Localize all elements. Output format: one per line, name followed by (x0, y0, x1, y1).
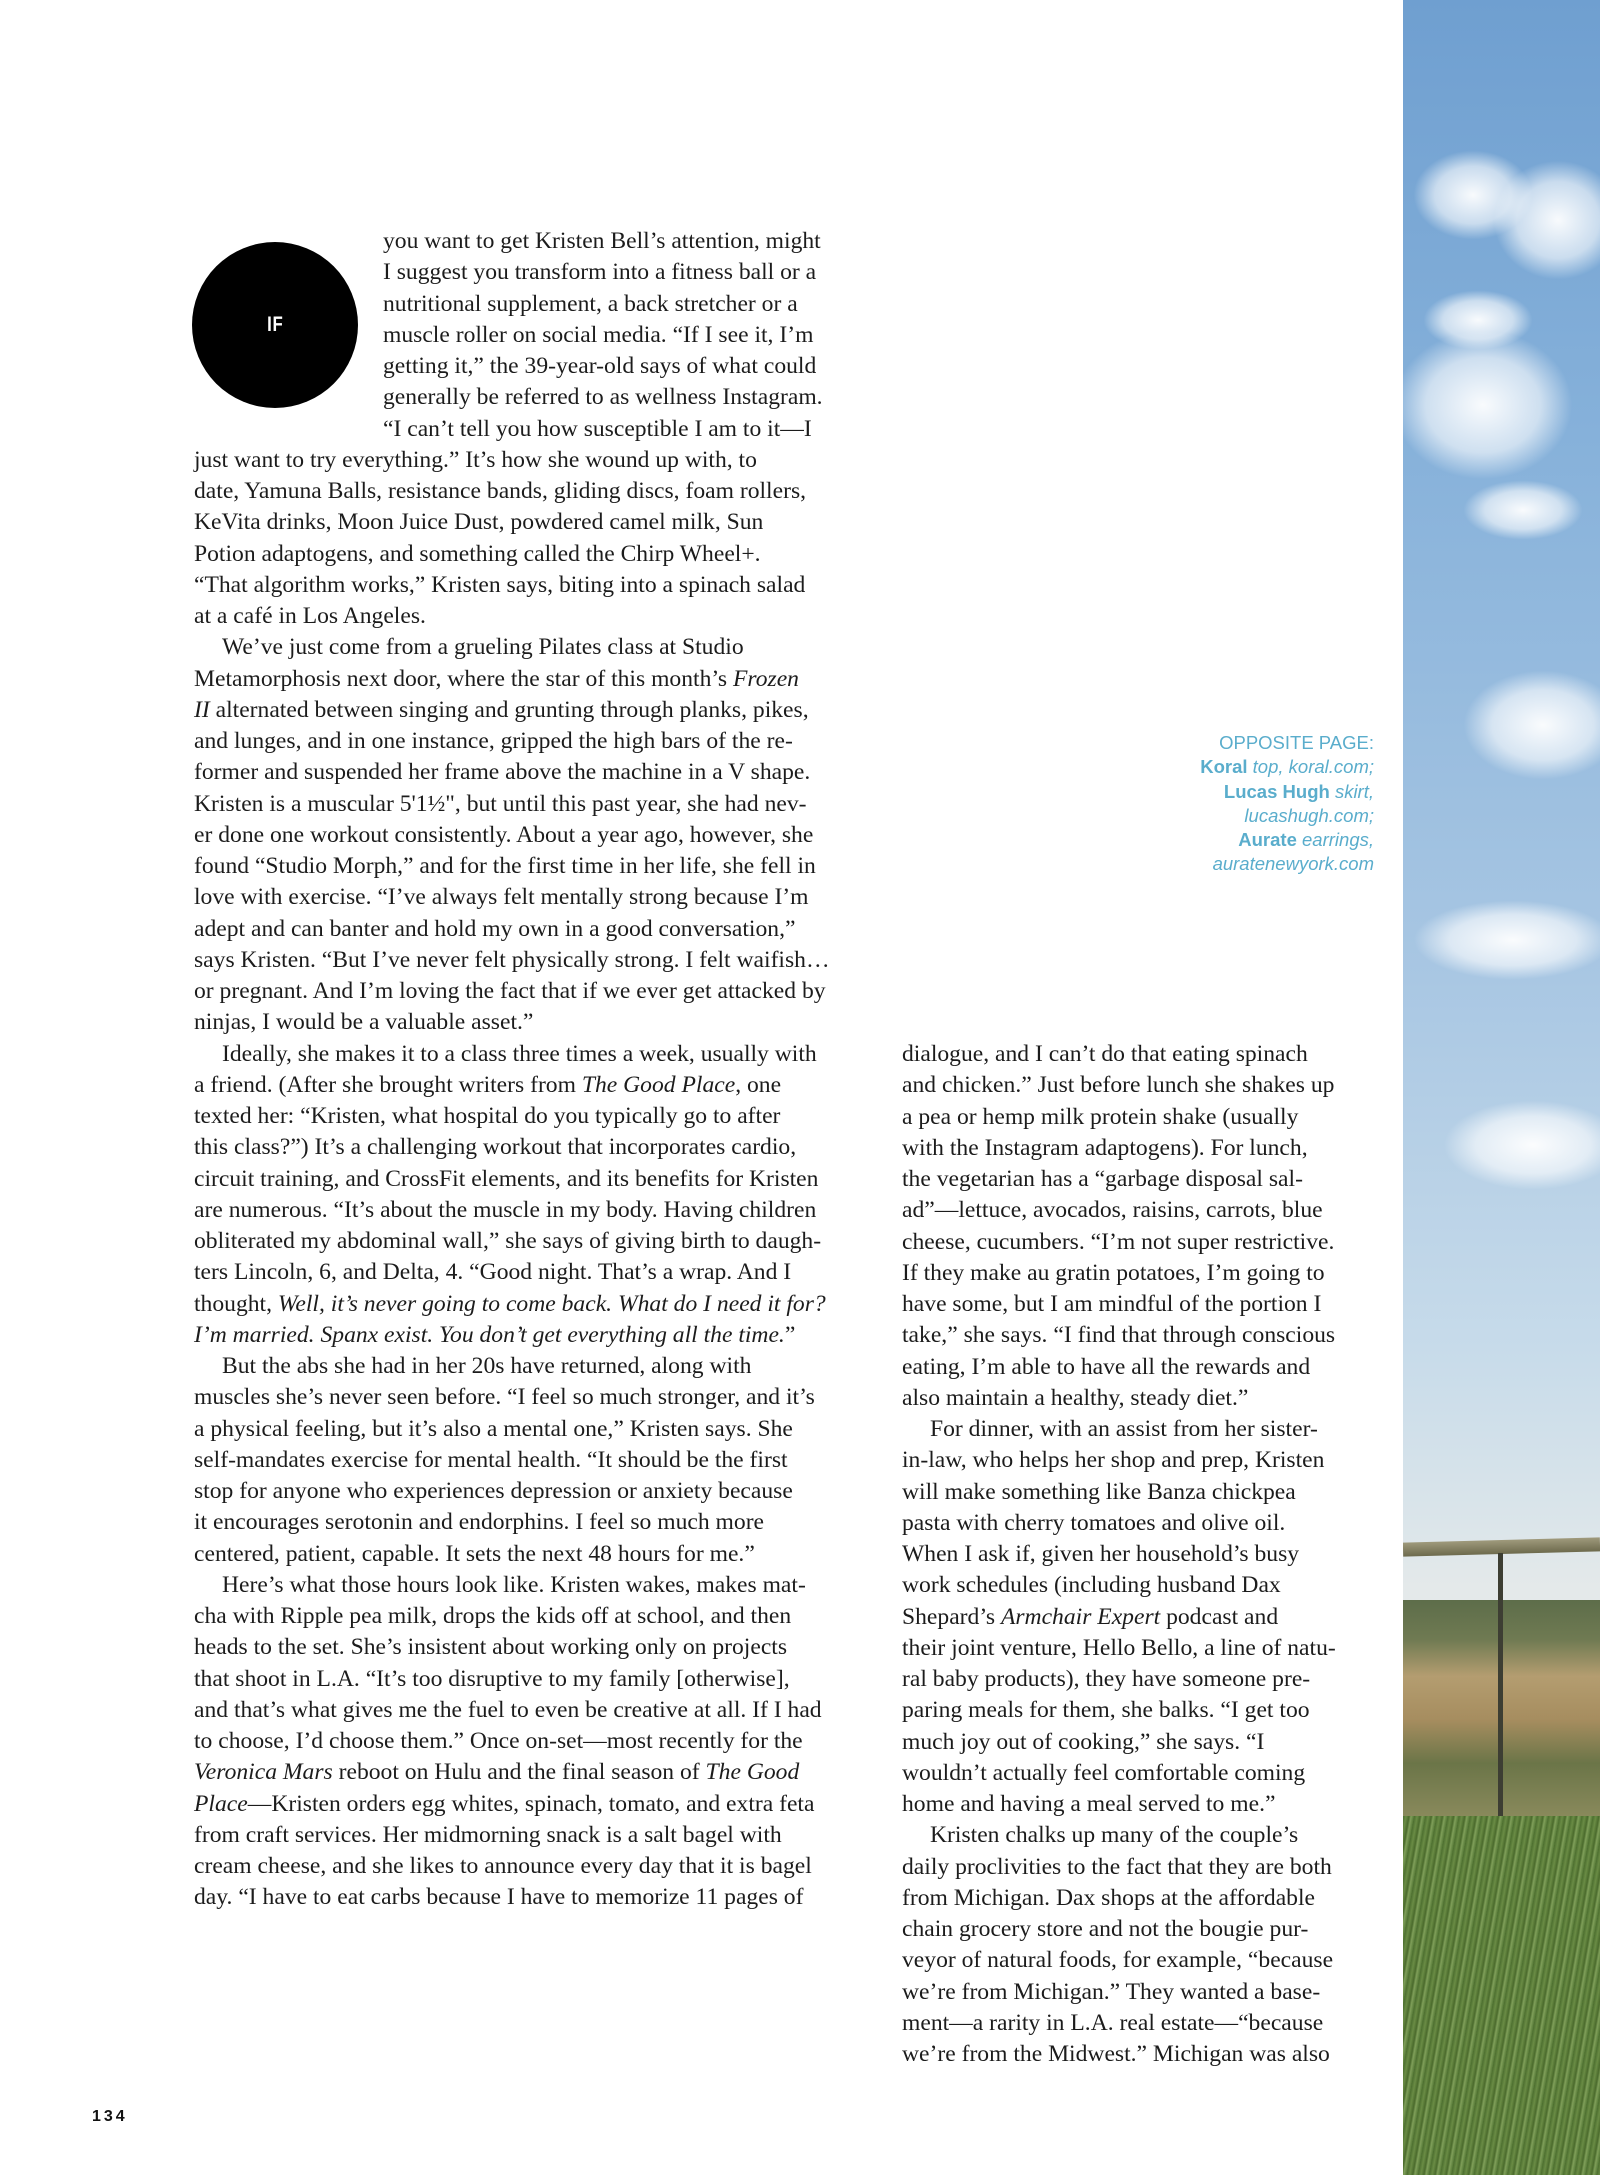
text-line: Kristen chalks up many of the couple’s (930, 1822, 1299, 1849)
grass (1403, 1816, 1600, 2175)
text-line: cheese, cucumbers. “I’m not super restrictive. (902, 1228, 1335, 1255)
text-line: I suggest you transform into a fitness ball or a (383, 259, 817, 286)
text-line: Place—Kristen orders egg whites, spinach, tomato, and extra feta (194, 1790, 815, 1817)
text-line: we’re from the Midwest.” Michigan was also (902, 2041, 1330, 2067)
text-line: cha with Ripple pea milk, drops the kids off at school, and then (194, 1603, 792, 1629)
text-line: daily proclivities to the fact that they are both (902, 1853, 1332, 1880)
text-line: ters Lincoln, 6, and Delta, 4. “Good night. That’s a wrap. And I (194, 1259, 792, 1286)
text-line: We’ve just come from a grueling Pilates class at Studio (222, 634, 744, 661)
text-line: self-mandates exercise for mental health. “It should be the first (194, 1446, 788, 1473)
text-line: muscles she’s never seen before. “I feel so much stronger, and it’s (194, 1384, 815, 1411)
caption-heading: OPPOSITE PAGE: (1219, 732, 1374, 753)
text-line: centered, patient, capable. It sets the next 48 hours for me.” (194, 1540, 755, 1567)
text-line: KeVita drinks, Moon Juice Dust, powdered camel milk, Sun (194, 509, 764, 536)
text-line: the vegetarian has a “garbage disposal sal- (902, 1166, 1303, 1192)
text-line: a physical feeling, but it’s also a mental one,” Kristen says. She (194, 1415, 793, 1442)
text-line: are numerous. “It’s about the muscle in my body. Having children (194, 1196, 817, 1223)
text-line: to choose, I’d choose them.” Once on-set—most recently for the (194, 1728, 803, 1754)
text-line: date, Yamuna Balls, resistance bands, gliding discs, foam rollers, (194, 478, 807, 504)
page-number: 134 (92, 2108, 128, 2125)
text-line: and lunges, and in one instance, gripped the high bars of the re- (194, 728, 793, 754)
text-line: If they make au gratin potatoes, I’m going to (902, 1259, 1325, 1286)
text-line: we’re from Michigan.” They wanted a base- (902, 1978, 1321, 2005)
article-column-left (194, 226, 884, 1914)
text-line: their joint venture, Hello Bello, a line of natu- (902, 1634, 1336, 1661)
railing-post (1498, 1553, 1503, 1818)
text-line: Veronica Mars reboot on Hulu and the final season of The Good (194, 1759, 800, 1786)
text-line: day. “I have to eat carbs because I have to memorize 11 pages of (194, 1884, 804, 1911)
text-line: with the Instagram adaptogens). For lunch, (902, 1134, 1308, 1161)
text-line: thought, Well, it’s never going to come back. What do I need it for? (194, 1290, 826, 1317)
text-line: ad”—lettuce, avocados, raisins, carrots, blue (902, 1197, 1323, 1224)
text-line: just want to try everything.” It’s how she wound up with, to (194, 446, 757, 473)
text-line: a pea or hemp milk protein shake (usually (902, 1103, 1299, 1130)
text-line: will make something like Banza chickpea (902, 1478, 1296, 1505)
text-line: When I ask if, given her household’s busy (902, 1541, 1300, 1567)
text-line: muscle roller on social media. “If I see it, I’m (383, 321, 814, 348)
text-line: Metamorphosis next door, where the star of this month’s Frozen (194, 665, 799, 692)
caption-credit: Koral top, koral.com; (1200, 756, 1374, 778)
text-line: also maintain a healthy, steady diet.” (902, 1384, 1249, 1411)
text-line: in-law, who helps her shop and prep, Kristen (902, 1447, 1325, 1474)
caption-credit: Aurate earrings, (1238, 829, 1374, 851)
text-line: and chicken.” Just before lunch she shakes up (902, 1072, 1335, 1099)
cloud (1443, 1100, 1600, 1190)
text-line: former and suspended her frame above the machine in a V shape. (194, 759, 811, 786)
text-line: this class?”) It’s a challenging workout that incorporates cardio, (194, 1134, 797, 1161)
text-line: much joy out of cooking,” she says. “I (902, 1728, 1265, 1755)
text-line: says Kristen. “But I’ve never felt physically strong. I felt waifish… (194, 946, 830, 973)
text-line: from Michigan. Dax shops at the affordable (902, 1884, 1315, 1911)
text-line: adept and can banter and hold my own in a good conversation,” (194, 915, 796, 942)
text-line: at a café in Los Angeles. (194, 603, 426, 629)
photo-credit-caption (1200, 731, 1374, 877)
text-line: love with exercise. “I’ve always felt mentally strong because I’m (194, 884, 809, 911)
text-line: home and having a meal served to me.” (902, 1791, 1276, 1817)
cover-photo-edge (1403, 0, 1600, 2175)
text-line: Here’s what those hours look like. Kristen wakes, makes mat- (222, 1571, 806, 1598)
cloud (1493, 160, 1600, 280)
text-line: it encourages serotonin and endorphins. I feel so much more (194, 1509, 765, 1536)
text-line: Shepard’s Armchair Expert podcast and (902, 1603, 1279, 1630)
text-line: have some, but I am mindful of the portion I (902, 1291, 1322, 1317)
text-line: II alternated between singing and grunting through planks, pikes, (194, 696, 809, 723)
text-line: veyor of natural foods, for example, “because (902, 1947, 1334, 1974)
text-line: Ideally, she makes it to a class three times a week, usually with (222, 1040, 817, 1067)
text-line: generally be referred to as wellness Instagram. (383, 384, 823, 411)
text-line: “I can’t tell you how susceptible I am to it—I (383, 415, 812, 442)
cloud (1413, 900, 1600, 980)
text-line: chain grocery store and not the bougie pur- (902, 1916, 1309, 1942)
cloud (1403, 330, 1573, 480)
article-column-right (902, 1039, 1382, 2070)
text-line: heads to the set. She’s insistent about working only on projects (194, 1634, 788, 1661)
caption-credit-url: lucashugh.com; (1244, 804, 1374, 826)
drop-cap-text: IF (266, 313, 284, 336)
text-line: cream cheese, and she likes to announce every day that it is bagel (194, 1853, 812, 1879)
text-line: dialogue, and I can’t do that eating spinach (902, 1041, 1308, 1067)
text-line: you want to get Kristen Bell’s attention, might (383, 228, 821, 254)
caption-credit-url: auratenewyork.com (1212, 853, 1374, 875)
text-line: from craft services. Her midmorning snack is a salt bagel with (194, 1821, 782, 1848)
text-line: paring meals for them, she balks. “I get too (902, 1697, 1310, 1724)
text-line: and that’s what gives me the fuel to even be creative at all. If I had (194, 1696, 822, 1723)
text-line: I’m married. Spanx exist. You don’t get everything all the time.” (194, 1321, 796, 1348)
cloud (1463, 670, 1600, 780)
text-line: take,” she says. “I find that through conscious (902, 1322, 1336, 1349)
text-line: ninjas, I would be a valuable asset.” (194, 1009, 534, 1036)
text-line: “That algorithm works,” Kristen says, biting into a spinach salad (194, 571, 806, 598)
text-line: or pregnant. And I’m loving the fact that if we ever get attacked by (194, 978, 826, 1004)
text-line: stop for anyone who experiences depression or anxiety because (194, 1478, 793, 1504)
cloud (1463, 480, 1583, 540)
text-line: ral baby products), they have someone pre- (902, 1666, 1311, 1692)
text-line: ment—a rarity in L.A. real estate—“because (902, 2009, 1324, 2036)
caption-credit: Lucas Hugh skirt, (1223, 780, 1374, 802)
text-line: work schedules (including husband Dax (902, 1572, 1281, 1599)
text-line: found “Studio Morph,” and for the first time in her life, she fell in (194, 853, 816, 879)
text-line: circuit training, and CrossFit elements, and its benefits for Kristen (194, 1165, 819, 1192)
text-line: wouldn’t actually feel comfortable coming (902, 1759, 1306, 1786)
text-line: eating, I’m able to have all the rewards and (902, 1353, 1311, 1380)
text-line: texted her: “Kristen, what hospital do you typically go to after (194, 1103, 781, 1129)
text-line: a friend. (After she brought writers from The Good Place, one (194, 1071, 782, 1098)
text-line: nutritional supplement, a back stretcher or a (383, 290, 798, 317)
text-line: pasta with cherry tomatoes and olive oil. (902, 1509, 1286, 1536)
text-line: For dinner, with an assist from her sister- (930, 1416, 1318, 1442)
text-line: Potion adaptogens, and something called the Chirp Wheel+. (194, 540, 761, 567)
text-line: er done one workout consistently. About a year ago, however, she (194, 821, 814, 848)
text-line: Kristen is a muscular 5'1½", but until this past year, she had nev- (194, 790, 807, 817)
text-line: obliterated my abdominal wall,” she says of giving birth to daugh- (194, 1228, 822, 1254)
text-line: But the abs she had in her 20s have returned, along with (222, 1353, 752, 1379)
text-line: getting it,” the 39-year-old says of what could (383, 353, 817, 379)
text-line: that shoot in L.A. “It’s too disruptive to my family [otherwise], (194, 1665, 790, 1692)
